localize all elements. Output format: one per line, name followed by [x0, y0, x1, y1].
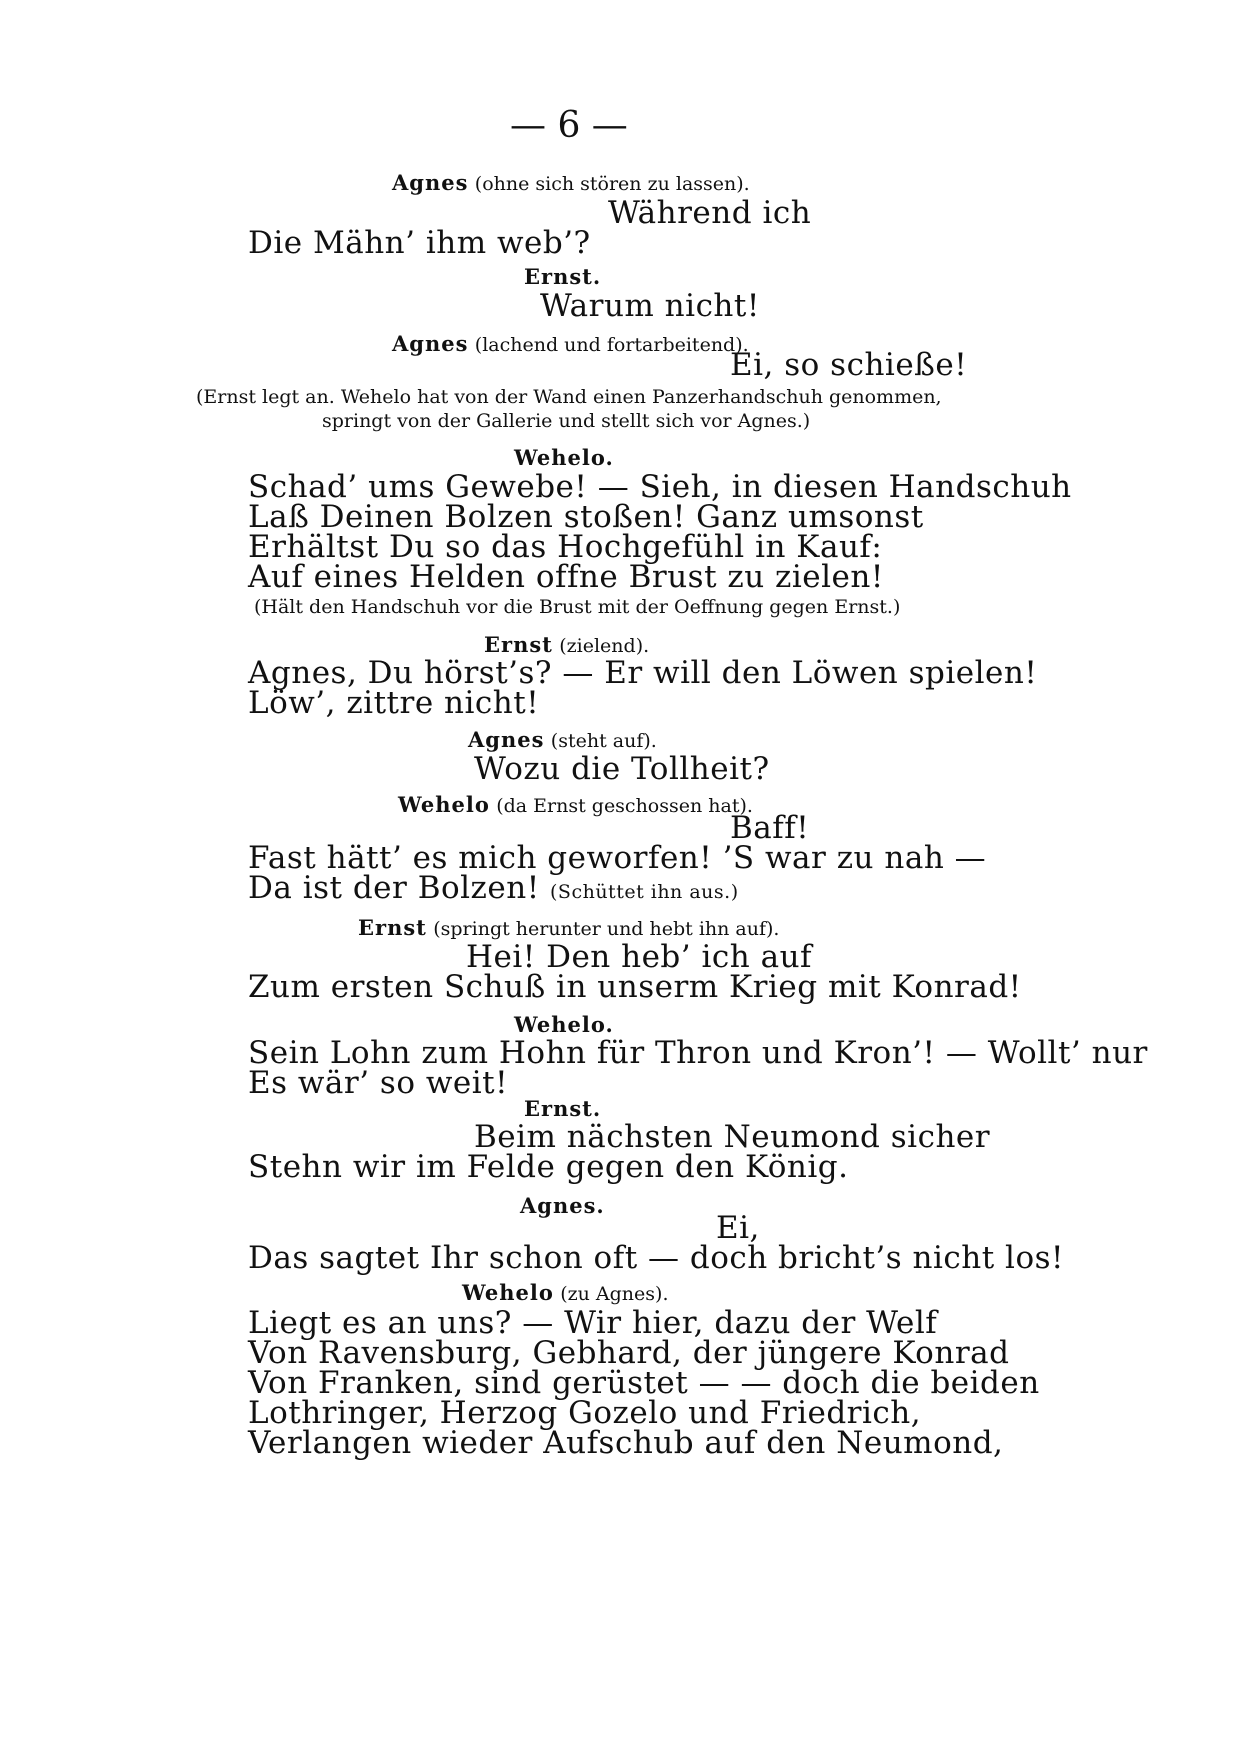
stage-direction: (da Ernst geschossen hat). [496, 795, 753, 817]
stage-direction: (Hält den Handschuh vor die Brust mit der Oeffnung gegen Ernst.) [254, 596, 901, 618]
speaker-heading [484, 634, 649, 656]
stage-direction: (zu Agnes). [560, 1283, 669, 1305]
verse-line: Die Mähn’ ihm web’? [248, 225, 591, 261]
verse-line: Hei! Den heb’ ich auf [466, 939, 813, 975]
speaker-heading [392, 333, 749, 355]
speaker-name: Agnes [392, 170, 469, 195]
stage-direction: (Ernst legt an. Wehelo hat von der Wand einen Panzerhandschuh genommen, [196, 386, 942, 408]
speaker-name: Ernst. [524, 1096, 602, 1121]
stage-direction: (ohne sich stören zu lassen). [474, 173, 750, 195]
verse-text: Da ist der Bolzen! [248, 870, 540, 906]
speaker-heading [392, 172, 750, 194]
verse-line: Erhältst Du so das Hochgefühl in Kauf: [248, 529, 883, 565]
verse-line: Wozu die Tollheit? [474, 751, 770, 787]
speaker-heading [514, 1014, 614, 1035]
verse-line: Baff! [730, 810, 810, 846]
verse-line: Es wär’ so weit! [248, 1065, 509, 1101]
verse-line: Agnes, Du hörst’s? — Er will den Löwen spielen! [248, 655, 1038, 691]
stage-direction: (lachend und fortarbeitend). [474, 334, 749, 356]
speaker-name: Wehelo. [514, 1012, 614, 1037]
verse-line: Ei, [716, 1210, 760, 1246]
verse-line: Liegt es an uns? — Wir hier, dazu der Welf [248, 1305, 938, 1341]
speaker-name: Ernst. [524, 264, 602, 289]
stage-direction: springt von der Gallerie und stellt sich vor Agnes.) [322, 410, 811, 432]
verse-line: Fast hätt’ es mich geworfen! ’S war zu nah — [248, 840, 987, 876]
verse-line: Warum nicht! [540, 288, 760, 324]
speaker-name: Wehelo [462, 1280, 554, 1305]
speaker-name: Ernst [484, 632, 553, 657]
verse-line [248, 870, 739, 906]
speaker-name: Ernst [358, 915, 427, 940]
speaker-heading [358, 917, 779, 939]
verse-line: Von Franken, sind gerüstet — — doch die beiden [248, 1365, 1040, 1401]
speaker-heading [520, 1195, 605, 1216]
stage-direction: (zielend). [559, 635, 650, 657]
verse-line: Löw’, zittre nicht! [248, 685, 540, 721]
verse-line: Zum ersten Schuß in unserm Krieg mit Konrad! [248, 969, 1022, 1005]
speaker-name: Agnes. [520, 1193, 605, 1218]
stage-direction: (Schüttet ihn aus.) [550, 881, 739, 903]
verse-line: Auf eines Helden offne Brust zu zielen! [248, 559, 884, 595]
verse-line: Laß Deinen Bolzen stoßen! Ganz umsonst [248, 499, 924, 535]
verse-line: Sein Lohn zum Hohn für Thron und Kron’! — Wollt’ nur [248, 1035, 1148, 1071]
speaker-heading [524, 266, 601, 287]
speaker-heading [524, 1098, 601, 1119]
verse-line: Schad’ ums Gewebe! — Sieh, in diesen Handschuh [248, 469, 1072, 505]
speaker-name: Wehelo. [514, 445, 614, 470]
stage-direction: (springt herunter und hebt ihn auf). [433, 918, 780, 940]
verse-line: Von Ravensburg, Gebhard, der jüngere Konrad [248, 1335, 1010, 1371]
speaker-heading [462, 1282, 669, 1304]
speaker-name: Wehelo [398, 792, 490, 817]
stage-direction: (steht auf). [550, 730, 657, 752]
verse-line: Das sagtet Ihr schon oft — doch bricht’s nicht los! [248, 1240, 1064, 1276]
page-number: — 6 — [510, 105, 628, 146]
verse-line: Ei, so schieße! [730, 347, 968, 383]
verse-line: Stehn wir im Felde gegen den König. [248, 1149, 849, 1185]
verse-line: Lothringer, Herzog Gozelo und Friedrich, [248, 1395, 922, 1431]
speaker-heading [468, 729, 657, 751]
verse-line: Während ich [608, 195, 812, 231]
speaker-heading [514, 447, 614, 468]
speaker-name: Agnes [468, 727, 545, 752]
verse-line: Beim nächsten Neumond sicher [474, 1119, 991, 1155]
speaker-heading [398, 794, 753, 816]
verse-line: Verlangen wieder Aufschub auf den Neumond, [248, 1425, 1004, 1461]
speaker-name: Agnes [392, 331, 469, 356]
